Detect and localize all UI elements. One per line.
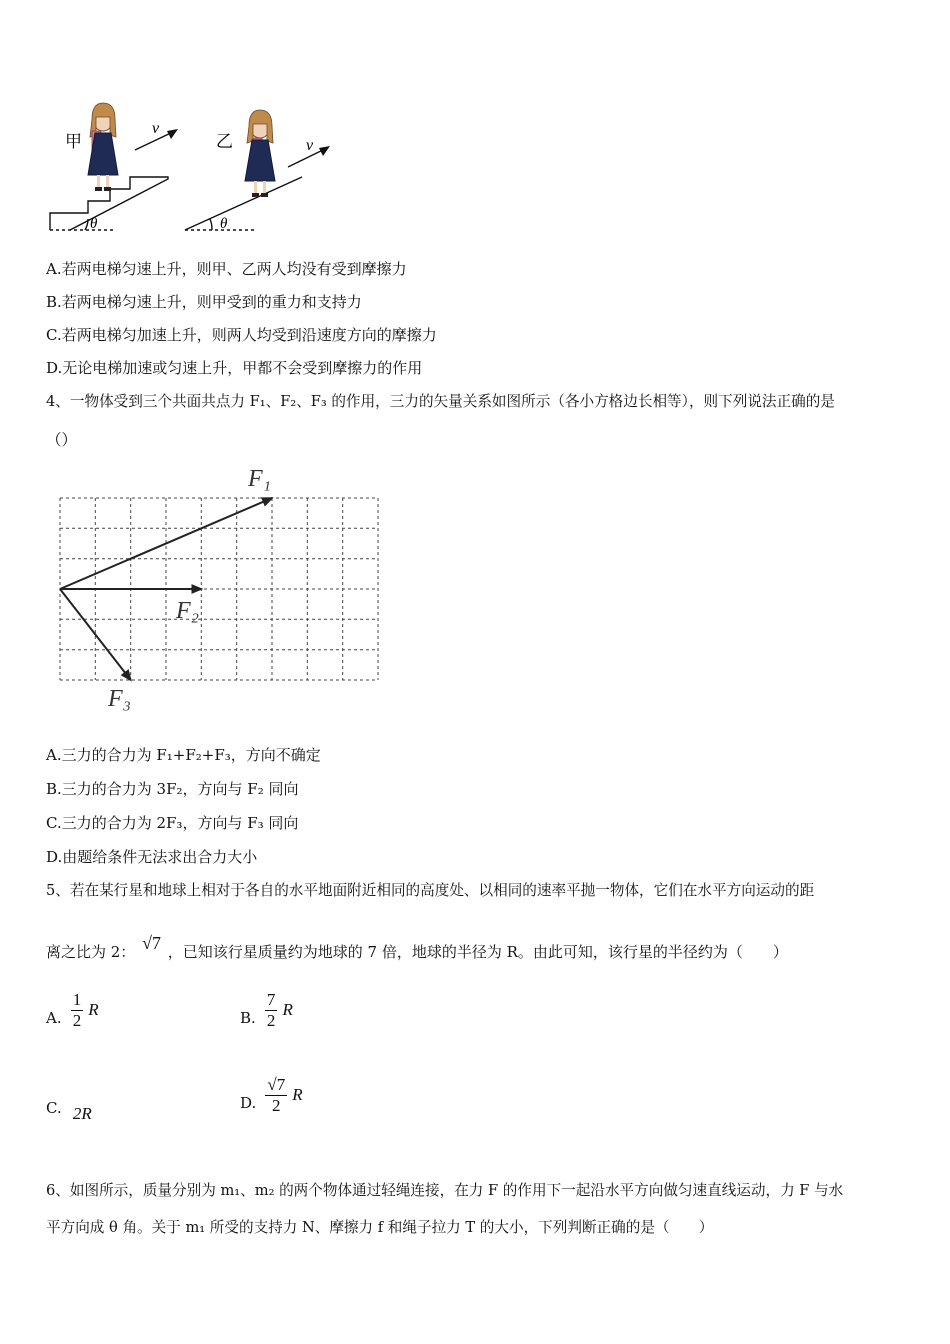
q5-option-d-label: D. — [240, 1094, 257, 1112]
q4-option-a: A.三力的合力为 F₁+F₂+F₃，方向不确定 — [46, 746, 321, 764]
q5-option-d-fraction — [265, 1075, 287, 1116]
q3-option-c: C.若两电梯匀加速上升，则两人均受到沿速度方向的摩擦力 — [46, 326, 437, 344]
q4-stem-line2: （） — [46, 431, 78, 449]
q6-stem-line1: 6、如图所示，质量分别为 m₁、m₂ 的两个物体通过轻绳连接，在力 F 的作用下一起沿水平方向做匀速直线运动，力 F 与水 — [46, 1182, 844, 1199]
q5-option-a-var: R — [88, 1000, 99, 1019]
force-vector-grid-figure — [50, 460, 390, 720]
q4-option-b: B.三力的合力为 3F₂，方向与 F₂ 同向 — [46, 780, 299, 798]
q5-option-d-den: 2 — [272, 1096, 281, 1115]
q5-option-b-fraction — [265, 990, 278, 1031]
q5-option-b-var: R — [282, 1000, 293, 1019]
q5-stem-post: ，已知该行星质量约为地球的 7 倍，地球的半径为 R。由此可知，该行星的半径约为（ ） — [167, 943, 788, 961]
q5-option-a-num: 1 — [72, 990, 82, 1009]
q6-stem-line2: 平方向成 θ 角。关于 m₁ 所受的支持力 N、摩擦力 f 和绳子拉力 T 的大小，下列判断正确的是（ ） — [46, 1219, 714, 1236]
girl-jia-icon — [88, 103, 118, 191]
q4-stem-line1: 4、一物体受到三个共面共点力 F₁、F₂、F₃ 的作用，三力的矢量关系如图所示（各小方格边长相等），则下列说法正确的是 — [46, 393, 835, 410]
label-f3: F₃ — [108, 686, 132, 712]
q5-stem-line1: 5、若在某行星和地球上相对于各自的水平地面附近相同的高度处、以相同的速率平抛一物体，它们在水平方向运动的距 — [46, 882, 815, 899]
q3-option-d: D.无论电梯加速或匀速上升，甲都不会受到摩擦力的作用 — [46, 359, 423, 377]
q5-option-c — [46, 1098, 92, 1123]
q5-option-a-label: A. — [46, 1009, 62, 1027]
q5-option-b-label: B. — [240, 1009, 256, 1027]
q5-option-b-den: 2 — [266, 1011, 276, 1030]
q5-option-c-expr: 2R — [72, 1104, 92, 1123]
label-f1: F₁ — [248, 466, 272, 492]
angle-theta-right: θ — [220, 216, 228, 232]
q5-stem-pre: 离之比为 2： — [46, 943, 136, 961]
escalator-figure — [40, 95, 350, 240]
q4-option-c: C.三力的合力为 2F₃，方向与 F₃ 同向 — [46, 814, 299, 832]
q5-option-a-den: 2 — [72, 1011, 82, 1030]
slope-escalator — [185, 177, 302, 230]
velocity-label-right: v — [306, 137, 314, 154]
label-jia: 甲 — [65, 132, 82, 152]
q5-option-d — [240, 1075, 303, 1116]
q5-option-b — [240, 990, 293, 1031]
q4-option-d: D.由题给条件无法求出合力大小 — [46, 848, 258, 866]
q5-sqrt: √7 — [142, 933, 161, 953]
q5-stem-line2 — [46, 933, 788, 962]
q3-option-a: A.若两电梯匀速上升，则甲、乙两人均没有受到摩擦力 — [46, 260, 407, 278]
girl-yi-icon — [245, 110, 275, 197]
q3-option-b: B.若两电梯匀速上升，则甲受到的重力和支持力 — [46, 293, 362, 311]
q5-option-a — [46, 990, 99, 1031]
label-yi: 乙 — [216, 132, 233, 152]
velocity-label-left: v — [152, 120, 160, 137]
label-f2: F₂ — [176, 598, 200, 624]
q5-option-c-label: C. — [46, 1099, 62, 1117]
q5-option-d-num: √7 — [267, 1075, 286, 1094]
q5-option-a-fraction — [71, 990, 84, 1031]
q5-option-d-var: R — [292, 1085, 303, 1104]
q5-option-b-num: 7 — [266, 990, 276, 1009]
angle-theta-left: θ — [90, 216, 98, 232]
